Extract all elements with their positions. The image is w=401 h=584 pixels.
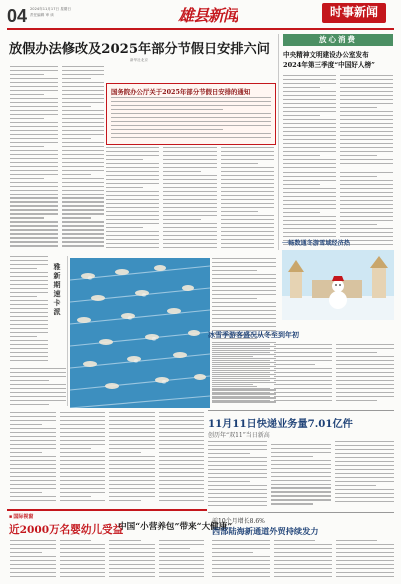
date-line: 2024年11月17日 星期日	[30, 7, 71, 11]
right-text	[283, 75, 393, 170]
express-text	[208, 441, 394, 507]
snow-photo	[282, 250, 394, 320]
section-tag	[322, 3, 386, 23]
notice-box-text	[111, 97, 271, 141]
swimming-photo-svg	[70, 258, 210, 408]
snow-photo-svg	[282, 250, 394, 320]
west-headline: 西部陆海新通道外贸持续发力	[212, 526, 319, 536]
bottom-mid-headline: 中国“小营养包”带来“大健康”	[118, 522, 233, 532]
section-tag-label: 时事新闻	[329, 5, 378, 19]
column-divider	[278, 34, 279, 250]
notice-box-title: 国务院办公厅关于2025年部分节假日安排的通知	[111, 88, 251, 96]
left-lower-text	[10, 412, 204, 504]
bottom-left-headline: 近2000万名婴幼儿受益	[9, 524, 124, 536]
left-sidebar-text-2	[10, 368, 66, 408]
bottom-text	[10, 540, 204, 580]
west-kicker: 前10个月增长8.6%	[212, 518, 265, 525]
sidebar-divider	[67, 256, 68, 406]
bottom-left-tag: ■ 国际视窗	[9, 514, 34, 520]
special-banner-label: 放心消费	[319, 35, 357, 44]
lead-text-col-2	[62, 66, 104, 251]
special-banner	[283, 34, 393, 46]
swimming-photo	[70, 258, 210, 408]
west-rule	[208, 512, 394, 513]
page-number: 04	[7, 6, 28, 26]
lead-headline: 放假办法修改及2025年部分节假日安排六问	[9, 42, 270, 57]
express-rule	[208, 410, 394, 411]
bottom-rule	[7, 509, 207, 511]
lead-text-col-3	[106, 147, 274, 251]
express-sub: 创历年“双11”当日新高	[208, 432, 270, 439]
express-headline: 11月11日快递业务量7.01亿件	[208, 418, 353, 430]
snow-box-caption: 冰雪季游客盛况从冬至到年初	[208, 330, 299, 339]
header-rule	[7, 28, 394, 30]
edition-line: 责任编辑 审 读	[30, 13, 54, 17]
lead-byline: 新华社北京	[130, 58, 148, 62]
lead-text-col-1	[10, 66, 58, 251]
west-text	[212, 540, 394, 580]
notice-box	[106, 83, 276, 145]
snow-text	[212, 344, 394, 406]
snow-photo-caption: 一畅数通冬游雪域经济热	[282, 240, 351, 247]
masthead-logo: 雄县新闻	[178, 6, 239, 25]
left-sidebar-text	[10, 256, 48, 364]
sidebar-vertical-title: 雅 新 期 速 卡 派	[53, 262, 61, 316]
right-text-2	[283, 172, 393, 248]
right-headline: 中央精神文明建设办公室发布 2024年第三季度“中国好人榜”	[283, 51, 375, 69]
